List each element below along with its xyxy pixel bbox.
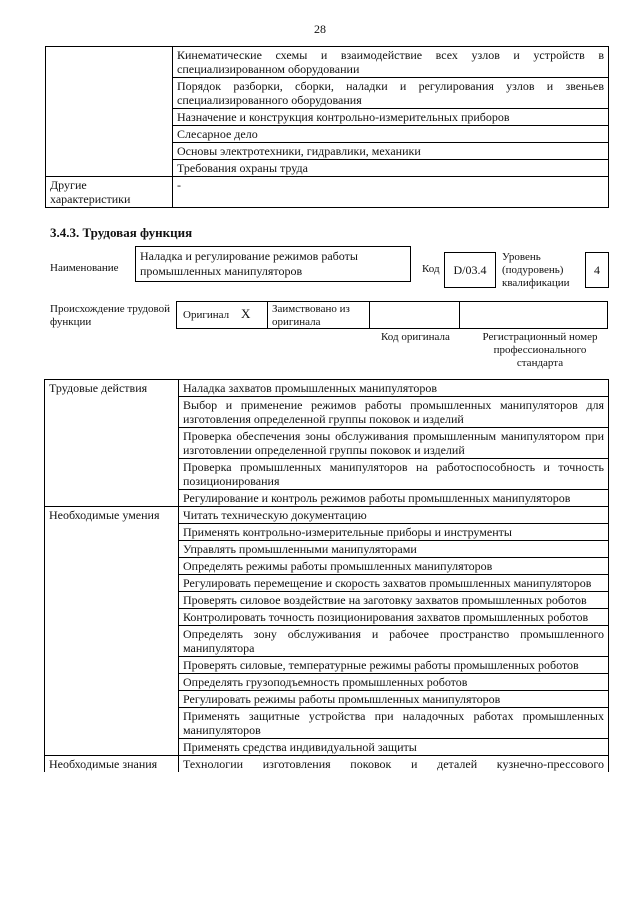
knowledge-item: Слесарное дело bbox=[173, 126, 609, 143]
origin-row bbox=[176, 301, 608, 329]
function-details-table bbox=[44, 379, 609, 772]
function-name-box bbox=[135, 246, 411, 282]
origin-label: Происхождение трудовой функции bbox=[50, 303, 171, 328]
level-label: Уровень (подуровень) квалификации bbox=[502, 251, 570, 289]
qualification-level: 4 bbox=[594, 263, 600, 277]
borrowed-label: Заимствовано из оригинала bbox=[272, 303, 350, 328]
skill-item: Проверять силовые, температурные режимы работы промышленных роботов bbox=[179, 657, 609, 674]
knowledge-item: Требования охраны труда bbox=[173, 160, 609, 177]
code-box bbox=[444, 252, 496, 288]
level-box bbox=[585, 252, 609, 288]
knowledge-continuation-table bbox=[45, 46, 609, 208]
knowledge-item: Назначение и конструкция контрольно-измерительных приборов bbox=[173, 109, 609, 126]
skill-item: Применять защитные устройства при наладочных работах промышленных манипуляторов bbox=[179, 708, 609, 739]
action-item: Проверка обеспечения зоны обслуживания промышленным манипулятором при изготовлении определенной группы поковок и изделий bbox=[179, 428, 609, 459]
page-number: 28 bbox=[314, 22, 326, 36]
reg-number-label: Регистрационный номер профессионального стандарта bbox=[482, 331, 598, 369]
code-label: Код bbox=[422, 263, 440, 275]
skill-item: Применять контрольно-измерительные приборы и инструменты bbox=[179, 524, 609, 541]
skill-item: Управлять промышленными манипуляторами bbox=[179, 541, 609, 558]
skill-item: Читать техническую документацию bbox=[179, 507, 609, 524]
divider bbox=[459, 302, 460, 328]
other-characteristics-value: - bbox=[173, 177, 609, 208]
original-mark: X bbox=[241, 306, 251, 321]
skill-item: Применять средства индивидуальной защиты bbox=[179, 739, 609, 756]
action-item: Наладка захватов промышленных манипуляторов bbox=[179, 380, 609, 397]
skill-item: Проверять силовое воздействие на заготовку захватов промышленных роботов bbox=[179, 592, 609, 609]
original-label: Оригинал bbox=[183, 309, 230, 321]
other-characteristics-label: Другие характеристики bbox=[46, 177, 173, 208]
skill-item: Определять зону обслуживания и рабочее пространство промышленного манипулятора bbox=[179, 626, 609, 657]
action-item: Проверка промышленных манипуляторов на работоспособность и точность позиционирования bbox=[179, 459, 609, 490]
function-name: Наладка и регулирование режимов работы промышленных манипуляторов bbox=[140, 249, 358, 278]
skill-item: Контролировать точность позиционирования захватов промышленных роботов bbox=[179, 609, 609, 626]
divider bbox=[267, 302, 268, 328]
name-label: Наименование bbox=[50, 262, 119, 274]
knowledge-label: Необходимые знания bbox=[45, 756, 179, 773]
function-code: D/03.4 bbox=[453, 263, 487, 277]
action-item: Регулирование и контроль режимов работы промышленных манипуляторов bbox=[179, 490, 609, 507]
knowledge-item: Технологии изготовления поковок и деталей кузнечно-прессового bbox=[179, 756, 609, 773]
empty-label-cell bbox=[46, 47, 173, 177]
skill-item: Определять режимы работы промышленных манипуляторов bbox=[179, 558, 609, 575]
knowledge-item: Кинематические схемы и взаимодействие всех узлов и устройств в специализированном оборудовании bbox=[173, 47, 609, 78]
skill-item: Регулировать режимы работы промышленных манипуляторов bbox=[179, 691, 609, 708]
knowledge-item: Порядок разборки, сборки, наладки и регулирования узлов и звеньев специализированного оборудования bbox=[173, 78, 609, 109]
skill-item: Определять грузоподъемность промышленных роботов bbox=[179, 674, 609, 691]
actions-label: Трудовые действия bbox=[45, 380, 179, 507]
skill-item: Регулировать перемещение и скорость захватов промышленных манипуляторов bbox=[179, 575, 609, 592]
knowledge-item: Основы электротехники, гидравлики, механики bbox=[173, 143, 609, 160]
action-item: Выбор и применение режимов работы промышленных манипуляторов для изготовления определенной группы поковок и изделий bbox=[179, 397, 609, 428]
skills-label: Необходимые умения bbox=[45, 507, 179, 756]
code-original-label: Код оригинала bbox=[381, 331, 450, 343]
section-title: 3.4.3. Трудовая функция bbox=[50, 225, 193, 240]
divider bbox=[369, 302, 370, 328]
